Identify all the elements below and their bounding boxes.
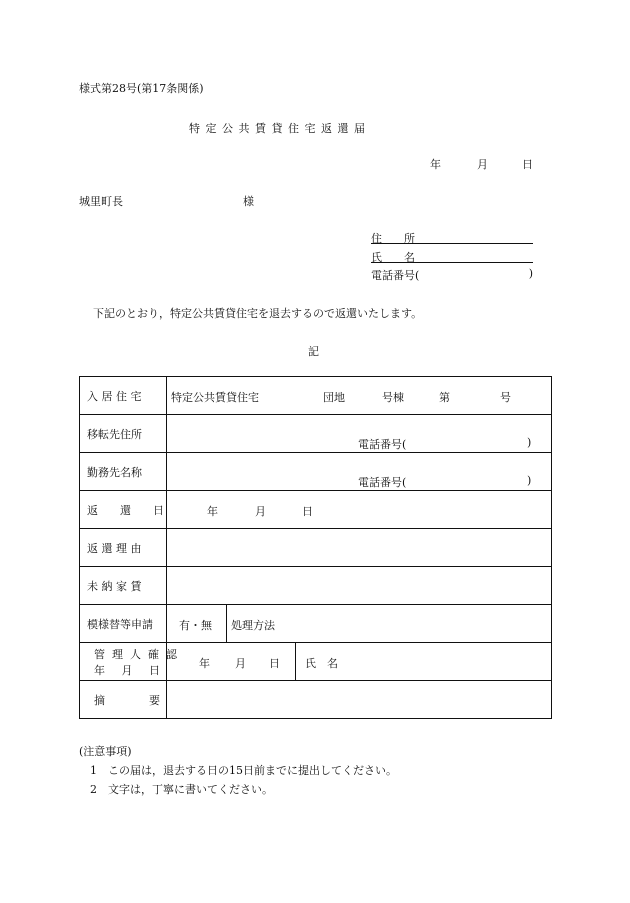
page-title: 特 定 公 共 賃 貸 住 宅 返 還 届 [189,122,366,135]
manager-name-label: 氏 名 [305,657,338,670]
phone-label: 電話番号( [371,269,420,282]
manager-day-label: 日 [269,657,280,670]
remarks-label: 摘 要 [94,693,160,707]
label-unpaid-rent: 未 納 家 賃 [80,567,167,605]
manager-check-field[interactable] [167,643,552,681]
date-day-label: 日 [522,158,533,171]
form-number: 様式第28号(第17条関係) [79,82,204,95]
label-workplace: 勤務先名称 [80,453,167,491]
ki-heading: 記 [308,345,319,358]
notes-heading: (注意事項) [79,745,132,758]
statement: 下記のとおり，特定公共賃貸住宅を退去するので返還いたします。 [93,307,423,320]
return-year-label: 年 [207,505,218,518]
label-remarks [80,681,167,719]
label-remodel: 模様替等申請 [80,605,167,643]
date-year-label: 年 [430,158,441,171]
name-field[interactable] [371,249,533,263]
remarks-field[interactable] [167,681,552,719]
gotou-label: 号棟 [382,391,404,404]
note-item-1: 1 この届は，退去する日の15日前までに提出してください。 [90,764,397,777]
housing-field[interactable] [167,377,552,415]
remodel-choice-text: 有・無 [179,619,212,632]
date-month-label: 月 [477,158,488,171]
label-housing: 入 居 住 宅 [80,377,167,415]
return-day-label: 日 [302,505,313,518]
manager-check-label-top: 管 理 人 確 認 [94,647,177,661]
address-label: 住 所 [371,232,415,245]
return-month-label: 月 [255,505,266,518]
address-field[interactable] [371,230,533,244]
row-remodel [80,605,552,643]
return-form-table [79,376,552,719]
danchi-label: 団地 [323,391,345,404]
label-new-address: 移転先住所 [80,415,167,453]
manager-year-label: 年 [199,657,210,670]
label-return-date: 返 還 日 [80,491,167,529]
manager-month-label: 月 [235,657,246,670]
label-return-reason: 返 還 理 由 [80,529,167,567]
workplace-phone-close: ) [527,474,532,487]
new-address-phone-close: ) [527,436,532,449]
return-date-field[interactable] [167,491,552,529]
manager-divider [295,643,296,681]
row-manager-check [80,643,552,681]
new-address-phone-label: 電話番号( [358,438,407,451]
dai-label: 第 [439,391,450,404]
row-workplace [80,453,552,491]
phone-close: ) [528,267,533,280]
workplace-field[interactable] [167,453,552,491]
row-remarks [80,681,552,719]
housing-type: 特定公共賃貸住宅 [171,391,259,404]
row-unpaid-rent [80,567,552,605]
note-item-2: 2 文字は，丁寧に書いてください。 [90,783,273,796]
row-return-reason [80,529,552,567]
remodel-method-label: 処理方法 [231,619,275,632]
new-address-field[interactable] [167,415,552,453]
remodel-choice[interactable] [167,605,227,643]
row-new-address [80,415,552,453]
honorific: 様 [243,195,254,208]
remodel-method-field[interactable] [227,605,552,643]
addressee: 城里町長 [79,195,123,208]
workplace-phone-label: 電話番号( [358,476,407,489]
unpaid-rent-field[interactable] [167,567,552,605]
return-reason-field[interactable] [167,529,552,567]
phone-field[interactable] [371,267,533,283]
manager-check-label-bottom: 年 月 日 [94,663,160,677]
label-manager-check [80,643,177,681]
row-housing [80,377,552,415]
gou-label: 号 [500,391,511,404]
row-return-date [80,491,552,529]
name-label: 氏 名 [371,251,415,264]
